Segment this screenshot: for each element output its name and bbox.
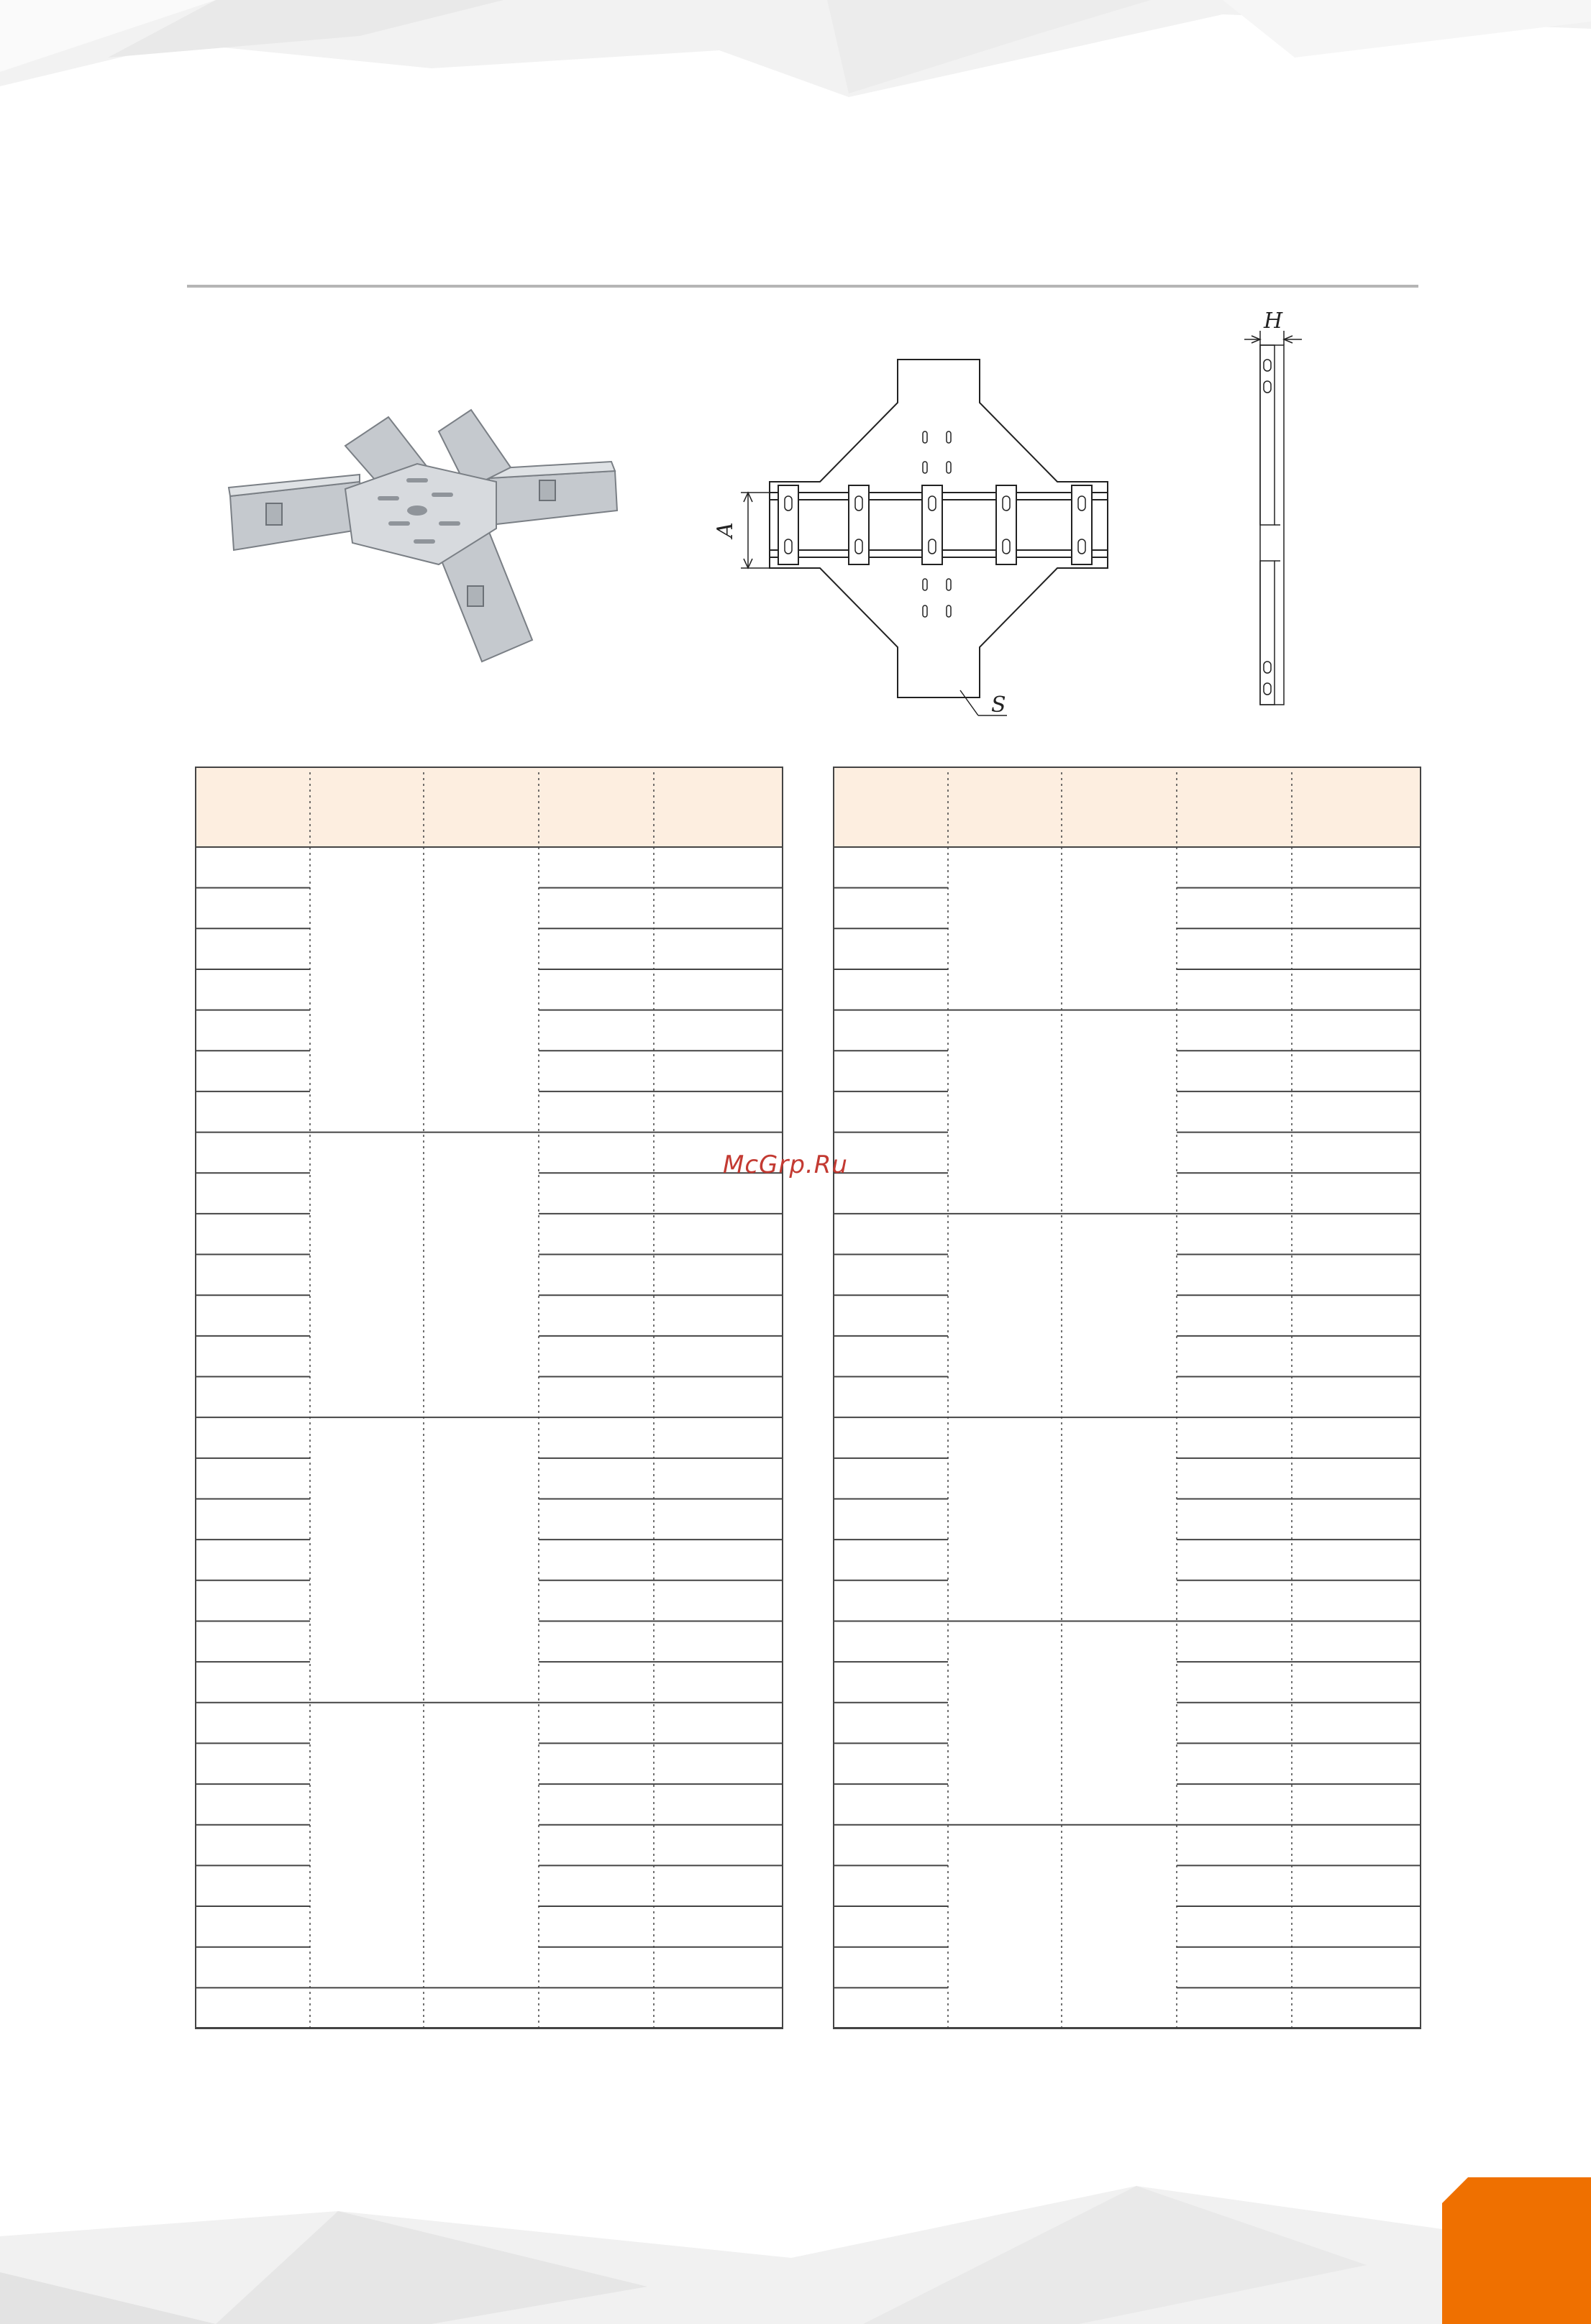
header-background [0, 0, 1591, 108]
right-spec-table [833, 767, 1421, 2028]
cross-piece-side-drawing [1244, 302, 1352, 712]
dimension-label-a: A [713, 522, 738, 538]
table-border [196, 767, 783, 2028]
dimension-label-h: H [1264, 308, 1283, 334]
watermark: McGrp.Ru [723, 1150, 848, 1179]
cross-piece-plan-drawing [713, 352, 1136, 726]
table-header [196, 767, 783, 848]
table-border [834, 767, 1421, 2028]
section-divider [187, 285, 1418, 288]
dimension-label-s: S [991, 692, 1006, 718]
left-spec-table [195, 767, 783, 2028]
orange-corner-tab [1442, 2177, 1591, 2324]
footer-background [0, 2150, 1591, 2324]
cross-piece-photo [223, 403, 626, 676]
table-header [834, 767, 1421, 848]
